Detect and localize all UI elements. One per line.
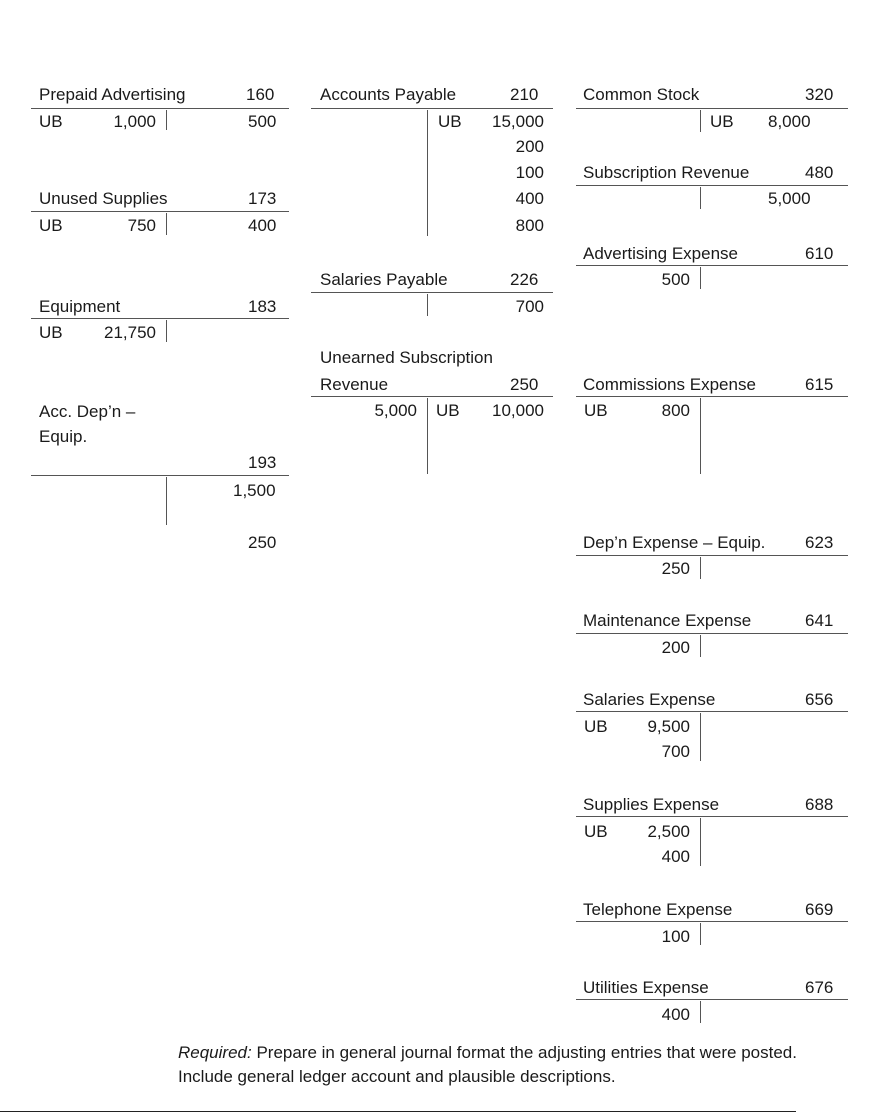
t-account-top-line	[311, 108, 553, 109]
account-number: 160	[246, 85, 275, 104]
debit-value: 5,000	[374, 401, 417, 420]
t-account-divider	[166, 213, 167, 235]
account-number: 656	[805, 690, 834, 709]
credit-value: 700	[515, 297, 544, 316]
debit-value: 2,500	[647, 822, 690, 841]
credit-value: 10,000	[492, 401, 544, 420]
account-title: Subscription Revenue	[583, 163, 750, 182]
debit-value: 500	[661, 270, 690, 289]
t-account-top-line	[31, 211, 289, 212]
t-account-top-line	[31, 108, 289, 109]
ub-label: UB	[39, 323, 63, 342]
t-account-divider	[427, 110, 428, 236]
t-account-divider	[166, 110, 167, 130]
account-title: Advertising Expense	[583, 244, 738, 263]
account-number: 183	[248, 297, 277, 316]
account-number: 641	[805, 611, 834, 630]
credit-value: 400	[515, 189, 544, 208]
t-account-top-line	[576, 633, 848, 634]
required-instructions	[178, 1041, 798, 1089]
credit-value: 200	[515, 137, 544, 156]
account-number: 250	[510, 375, 539, 394]
t-account-divider	[427, 398, 428, 474]
t-account-divider	[700, 557, 701, 579]
credit-value: 100	[515, 163, 544, 182]
account-number: 676	[805, 978, 834, 997]
t-account-divider	[427, 294, 428, 316]
account-title: Dep’n Expense – Equip.	[583, 533, 766, 552]
t-account-top-line	[576, 999, 848, 1000]
ub-label: UB	[584, 717, 608, 736]
ub-label: UB	[39, 112, 63, 131]
t-account-top-line	[576, 265, 848, 266]
debit-value: 700	[661, 742, 690, 761]
credit-value: 15,000	[492, 112, 544, 131]
account-title: Maintenance Expense	[583, 611, 752, 630]
account-number: 210	[510, 85, 539, 104]
account-number: 610	[805, 244, 834, 263]
bottom-rule	[0, 1111, 796, 1112]
required-text: Prepare in general journal format the adjusting entries that were posted. Include general ledger account and plausible descriptions.	[178, 1043, 797, 1086]
t-account-top-line	[576, 108, 848, 109]
account-title: Equipment	[39, 297, 121, 316]
t-account-divider	[700, 1001, 701, 1023]
t-account-divider	[700, 923, 701, 945]
t-account-divider	[700, 187, 701, 209]
debit-value: 750	[127, 216, 156, 235]
credit-value: 250	[248, 533, 277, 552]
ub-label: UB	[436, 401, 460, 420]
t-account-divider	[700, 818, 701, 866]
t-account-divider	[700, 635, 701, 657]
account-number: 623	[805, 533, 834, 552]
t-account-divider	[166, 477, 167, 525]
t-account-divider	[700, 713, 701, 761]
ub-label: UB	[39, 216, 63, 235]
debit-value: 400	[661, 1005, 690, 1024]
debit-value: 250	[661, 559, 690, 578]
credit-value: 500	[248, 112, 277, 131]
t-account-divider	[700, 110, 701, 132]
account-title: Acc. Dep’n –	[39, 402, 136, 421]
account-number: 688	[805, 795, 834, 814]
debit-value: 21,750	[104, 323, 156, 342]
t-account-top-line	[576, 396, 848, 397]
account-number: 615	[805, 375, 834, 394]
account-title: Common Stock	[583, 85, 700, 104]
t-account-top-line	[31, 475, 289, 476]
t-account-top-line	[576, 816, 848, 817]
ub-label: UB	[584, 822, 608, 841]
debit-value: 800	[661, 401, 690, 420]
t-account-top-line	[311, 292, 553, 293]
account-number: 320	[805, 85, 834, 104]
account-number: 669	[805, 900, 834, 919]
account-number: 480	[805, 163, 834, 182]
account-title: Accounts Payable	[320, 85, 457, 104]
t-account-top-line	[31, 318, 289, 319]
credit-value: 8,000	[768, 112, 811, 131]
credit-value: 400	[248, 216, 277, 235]
debit-value: 9,500	[647, 717, 690, 736]
t-account-divider	[166, 320, 167, 342]
debit-value: 200	[661, 638, 690, 657]
debit-value: 100	[661, 927, 690, 946]
ub-label: UB	[438, 112, 462, 131]
ub-label: UB	[584, 401, 608, 420]
account-title: Unearned Subscription	[320, 348, 493, 367]
account-number: 173	[248, 189, 277, 208]
t-account-divider	[700, 267, 701, 289]
debit-value: 1,000	[113, 112, 156, 131]
account-number: 193	[248, 453, 277, 472]
account-title: Commissions Expense	[583, 375, 756, 394]
account-title: Supplies Expense	[583, 795, 720, 814]
t-account-top-line	[576, 555, 848, 556]
credit-value: 800	[515, 216, 544, 235]
t-account-top-line	[576, 921, 848, 922]
required-label: Required:	[178, 1043, 252, 1062]
account-title: Prepaid Advertising	[39, 85, 186, 104]
account-title: Salaries Expense	[583, 690, 716, 709]
credit-value: 5,000	[768, 189, 811, 208]
account-number: 226	[510, 270, 539, 289]
account-title-line2: Revenue	[320, 375, 389, 394]
t-account-top-line	[311, 396, 553, 397]
account-title: Utilities Expense	[583, 978, 709, 997]
t-account-divider	[700, 398, 701, 474]
account-title-line2: Equip.	[39, 427, 88, 446]
credit-value: 1,500	[233, 481, 276, 500]
account-title: Telephone Expense	[583, 900, 733, 919]
t-account-top-line	[576, 711, 848, 712]
account-title: Unused Supplies	[39, 189, 168, 208]
ub-label: UB	[710, 112, 734, 131]
account-title: Salaries Payable	[320, 270, 448, 289]
t-account-top-line	[576, 185, 848, 186]
debit-value: 400	[661, 847, 690, 866]
